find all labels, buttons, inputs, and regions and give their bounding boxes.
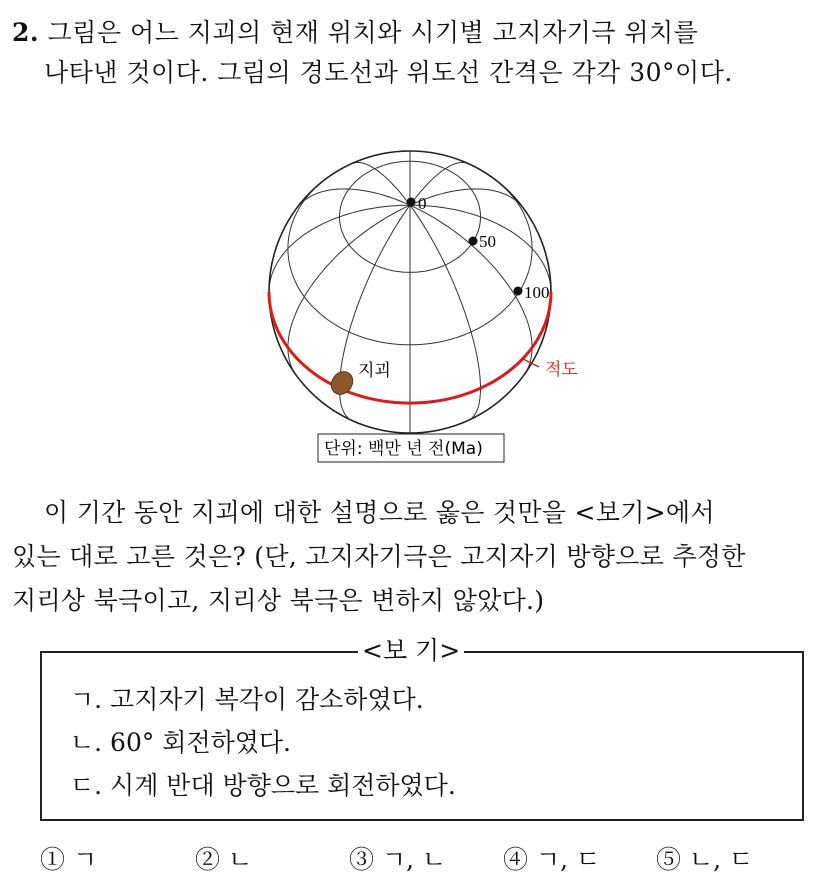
pole-point-0: [407, 198, 416, 207]
choice-1[interactable]: ① ㄱ: [40, 845, 98, 874]
longitude-line: [353, 162, 410, 205]
unit-caption: 단위: 백만 년 전(Ma): [324, 439, 483, 459]
choice-2[interactable]: ② ㄴ: [195, 845, 253, 874]
longitude-line: [288, 205, 410, 374]
pole-label-0: 0: [418, 194, 427, 213]
question-text-2: 나타낸 것이다. 그림의 경도선과 위도선 간격은 각각 30°이다.: [44, 58, 733, 87]
block-label: 지괴: [358, 361, 391, 381]
longitude-line: [297, 189, 410, 208]
equator-label: 적도: [545, 360, 578, 380]
choice-3[interactable]: ③ ㄱ, ㄴ: [349, 845, 447, 874]
graticule: [269, 151, 551, 433]
bogi-item-1: ㄱ. 고지자기 복각이 감소하였다.: [70, 685, 424, 714]
choice-4[interactable]: ④ ㄱ, ㄷ: [503, 845, 601, 874]
question-line-1: [12, 16, 698, 50]
longitude-line: [410, 205, 481, 420]
body-line-3: 지리상 북극이고, 지리상 북극은 변하지 않았다.): [12, 586, 545, 615]
globe-figure: [265, 112, 578, 472]
bogi-title: <보 기>: [358, 635, 464, 667]
globe-svg: [265, 112, 578, 472]
choice-5[interactable]: ⑤ ㄴ, ㄷ: [656, 845, 754, 874]
body-line-2: 있는 대로 고른 것은? (단, 고지자기극은 고지자기 방향으로 추정한: [12, 542, 746, 571]
body-line-1: 이 기간 동안 지괴에 대한 설명으로 옳은 것만을 <보기>에서: [44, 498, 715, 527]
pole-label-50: 50: [479, 232, 496, 251]
question-number: 2.: [12, 18, 40, 47]
longitude-line: [410, 189, 523, 208]
question-text-1: 그림은 어느 지괴의 현재 위치와 시기별 고지자기극 위치를: [47, 18, 699, 47]
pole-point-50: [469, 237, 478, 246]
bogi-item-3: ㄷ. 시계 반대 방향으로 회전하였다.: [70, 771, 456, 800]
pole-label-100: 100: [524, 283, 550, 302]
bogi-item-2: ㄴ. 60° 회전하였다.: [70, 728, 291, 757]
pole-point-100: [514, 287, 523, 296]
